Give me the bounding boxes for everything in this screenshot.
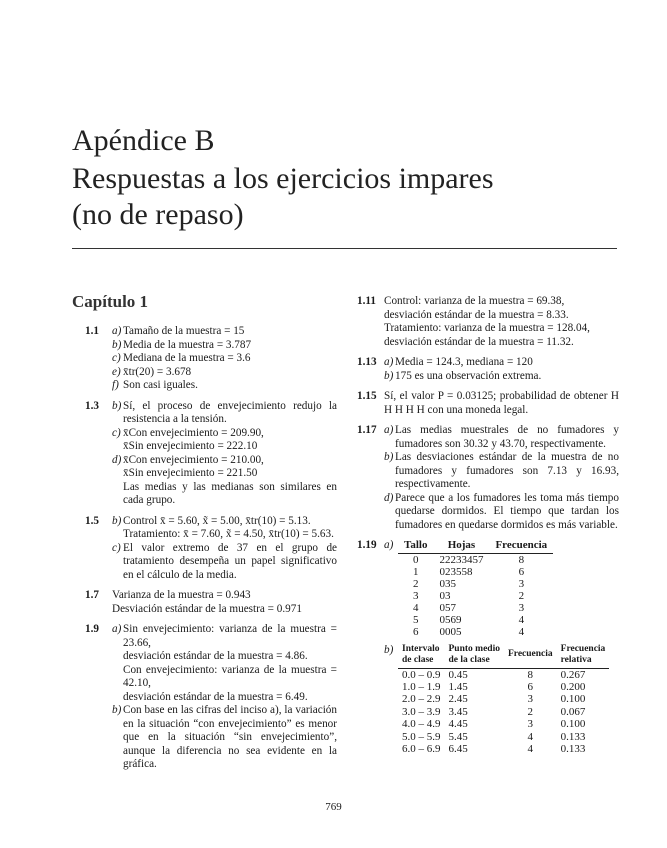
exercise-number: 1.19 — [357, 539, 377, 551]
answer-text: Varianza de la muestra = 0.943 — [112, 589, 251, 601]
answer-text: Tratamiento: varianza de la muestra = 128.04, — [384, 322, 590, 334]
table-row: 5.0 – 5.9 5.45 4 0.133 — [402, 730, 586, 743]
exercise-number: 1.17 — [357, 424, 377, 436]
appendix-subtitle-line2: (no de repaso) — [72, 198, 244, 231]
answer-1-11 — [357, 295, 619, 349]
column-header: Intervalo de clase — [398, 644, 445, 669]
answer-text: x̄Con envejecimiento = 210.00, — [123, 453, 264, 466]
exercise-number: 1.5 — [85, 514, 99, 527]
exercise-number: 1.11 — [357, 295, 376, 307]
answer-text: Media = 124.3, mediana = 120 — [395, 356, 533, 368]
table-row: 4.0 – 4.9 4.45 3 0.100 — [402, 718, 586, 731]
column-header: Tallo — [398, 539, 433, 553]
table-row: 3 03 2 — [412, 589, 525, 602]
appendix-title: Apéndice B — [72, 124, 215, 157]
answer-text: x̄Sin envejecimiento = 222.10 — [123, 440, 258, 452]
answer-text: desviación estándar de la muestra = 4.86. — [123, 650, 308, 662]
exercise-number: 1.9 — [85, 623, 99, 635]
answer-text: desviación estándar de la muestra = 6.49. — [123, 690, 308, 703]
answer-text: Sí, el proceso de envejecimiento redujo la resistencia a la tensión. — [123, 399, 337, 425]
answer-text: x̄Sin envejecimiento = 221.50 — [123, 467, 258, 479]
column-header: Frecuencia — [489, 539, 553, 553]
page-number: 769 — [325, 801, 342, 813]
answer-1-15 — [357, 390, 619, 417]
answer-1-1: 1.1 a) Tamaño de la muestra = 15 b) Media de la muestra = 3.787 c) Mediana de la muestra = 3.6 e) x̄tr(20) = 3.678 f) Son casi iguales. — [85, 325, 252, 391]
chapter-heading: Capítulo 1 — [72, 292, 149, 311]
answer-1-9: 1.9 a) Sin envejecimiento: varianza de la muestra = 23.66, desviación estándar de la muestra = 4.86. Con envejecimiento: varianza de la muestra = 42.10, desviación estándar de la muestra = 6.49. b) Con base en las cifras del inciso a), la variación en la situación “con envejecimiento” es menor que en la situación “sin envejecimiento”, aunque la diferencia no sea evidente en la gráfica. — [85, 623, 337, 770]
table-row: 6 0005 4 — [412, 625, 525, 638]
table-row: 3.0 – 3.9 3.45 2 0.067 — [402, 705, 586, 718]
answer-text: Tamaño de la muestra = 15 — [123, 325, 245, 337]
table-row: 2 035 3 — [412, 577, 525, 590]
table-row: 1 023558 6 — [412, 565, 525, 578]
answer-text: Control x̄ = 5.60, x̃ = 5.00, x̄tr(10) = 5.13. — [123, 514, 311, 527]
right-column — [357, 295, 619, 762]
answer-1-7 — [85, 589, 337, 616]
exercise-number: 1.15 — [357, 390, 377, 402]
answer-text: Con base en las cifras del inciso a), la variación en la situación “con envejecimiento” es menor que en la situación “sin envejecimiento”, aunque la diferencia no sea evidente en la gráfica. — [123, 704, 337, 770]
answer-text: Sin envejecimiento: varianza de la muestra = 23.66, — [123, 623, 337, 649]
answer-text: Las medias y las medianas son similares en cada grupo. — [123, 480, 337, 506]
column-header: Hojas — [433, 539, 489, 553]
answer-text: 175 es una observación extrema. — [395, 369, 542, 382]
answer-text: El valor extremo de 37 en el grupo de tratamiento desempeña un papel significativo en el cálculo de la media. — [123, 541, 337, 581]
answer-text: x̄Con envejecimiento = 209.90, — [123, 426, 264, 439]
answer-1-19: 1.19 a) Tallo Hojas Frecuencia 0 22233457 8 1 023558 6 2 035 3 3 03 2 4 057 3 5 0569 4 6 0005 4 b) Intervalo de clase Punto medio de la clase Frecuencia Frecuencia relativa 0.0 – 0.9 0.45 8 0.267 1.0 – 1.9 1.45 6 0.200 2.0 – 2.9 2.45 3 0.100 3.0 – 3.9 3.45 2 0.067 4.0 – 4.9 4.45 3 0.100 5.0 – 5.9 5.45 4 0.133 6.0 – 6.9 6.45 4 0.133 — [357, 539, 619, 755]
answer-1-5: 1.5 b) Control x̄ = 5.60, x̃ = 5.00, x̄tr(10) = 5.13. Tratamiento: x̄ = 7.60, x̃ = 4.50, x̄tr(10) = 5.63. c) El valor extremo de 37 en el grupo de tratamiento desempeña un papel significativo en el cálculo de la media. — [85, 514, 337, 581]
answer-text: Parece que a los fumadores les toma más tiempo quedarse dormidos. El tiempo que tardan los fumadores en quedarse dormidos es más variable. — [395, 491, 619, 531]
stem-and-leaf-table — [398, 539, 553, 638]
table-row: 2.0 – 2.9 2.45 3 0.100 — [402, 693, 586, 706]
table-row: 4 057 3 — [412, 601, 525, 614]
answer-text: Las desviaciones estándar de la muestra de no fumadores y fumadores son 7.13 y 16.93, respectivamente. — [395, 451, 619, 490]
header-divider — [72, 248, 617, 249]
table-row: 5 0569 4 — [412, 613, 525, 626]
table-row: 0.0 – 0.9 0.45 8 0.267 — [402, 668, 586, 681]
table-row: 1.0 – 1.9 1.45 6 0.200 — [402, 680, 586, 693]
answer-text: desviación estándar de la muestra = 11.32. — [384, 335, 574, 348]
answer-1-17: 1.17 a) Las medias muestrales de no fumadores y fumadores son 30.32 y 43.70, respectivamente. b) Las desviaciones estándar de la muestra de no fumadores y fumadores son 7.13 y 16.93, respectivamente. d) Parece que a los fumadores les toma más tiempo quedarse dormidos. El tiempo que tardan los fumadores en quedarse dormidos es más variable. — [357, 424, 619, 531]
table-row: 6.0 – 6.9 6.45 4 0.133 — [402, 742, 586, 755]
table-row: 0 22233457 8 — [412, 553, 525, 566]
answer-text: Control: varianza de la muestra = 69.38, — [384, 295, 565, 307]
column-header: Frecuencia relativa — [557, 644, 610, 669]
column-header: Frecuencia — [504, 644, 557, 669]
answer-text: Sí, el valor P = 0.03125; probabilidad de obtener H H H H H con una moneda legal. — [384, 390, 619, 416]
answer-1-3: 1.3 b) Sí, el proceso de envejecimiento redujo la resistencia a la tensión. c) x̄Con envejecimiento = 209.90, x̄Sin envejecimiento = 222.10 d) x̄Con envejecimiento = 210.00, x̄Sin envejecimiento = 221.50 Las medias y las medianas son similares en cada grupo. — [85, 399, 337, 506]
exercise-number: 1.3 — [85, 399, 99, 412]
answer-text: Desviación estándar de la muestra = 0.971 — [112, 602, 302, 615]
answer-text: x̄tr(20) = 3.678 — [123, 365, 192, 378]
frequency-table — [398, 644, 609, 756]
left-column — [85, 325, 337, 779]
answer-text: Mediana de la muestra = 3.6 — [123, 352, 251, 364]
answer-text: Tratamiento: x̄ = 7.60, x̃ = 4.50, x̄tr(10) = 5.63. — [123, 528, 334, 540]
answer-text: Media de la muestra = 3.787 — [123, 338, 252, 351]
answer-1-13: 1.13 a) Media = 124.3, mediana = 120 b) 175 es una observación extrema. — [357, 356, 542, 382]
answer-text: Las medias muestrales de no fumadores y fumadores son 30.32 y 43.70, respectivamente. — [395, 424, 619, 450]
exercise-number: 1.1 — [85, 325, 99, 337]
appendix-subtitle-line1: Respuestas a los ejercicios impares — [72, 162, 494, 195]
answer-text: desviación estándar de la muestra = 8.33. — [384, 308, 569, 321]
answer-text: Con envejecimiento: varianza de la muestra = 42.10, — [123, 663, 337, 689]
answer-text: Son casi iguales. — [123, 379, 198, 391]
column-header: Punto medio de la clase — [445, 644, 504, 669]
exercise-number: 1.7 — [85, 589, 99, 601]
exercise-number: 1.13 — [357, 356, 377, 368]
